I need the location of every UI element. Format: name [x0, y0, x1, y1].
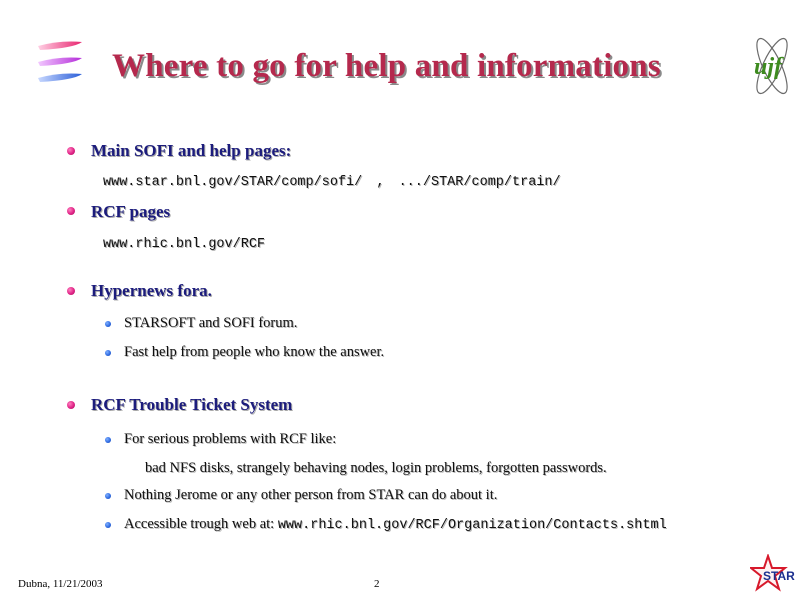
- ticket-sub-text: bad NFS disks, strangely behaving nodes, login problems, forgotten passwords.: [145, 460, 607, 476]
- section-bullet-icon: [67, 147, 75, 155]
- sofi-url-line: [103, 175, 561, 190]
- sofi-link[interactable]: www.star.bnl.gov/STAR/comp/sofi/: [103, 175, 363, 190]
- section-heading-rcf: RCF pages: [91, 202, 171, 221]
- sub-bullet-icon: [105, 437, 111, 443]
- hypernews-item-1: STARSOFT and SOFI forum.: [124, 315, 298, 331]
- section-heading-hypernews: Hypernews fora.: [91, 281, 212, 300]
- ticket-item-2: Nothing Jerome or any other person from STAR can do about it.: [124, 487, 498, 503]
- contacts-link[interactable]: www.rhic.bnl.gov/RCF/Organization/Contacts.shtml: [277, 518, 667, 533]
- section-heading-ticket: RCF Trouble Ticket System: [91, 395, 293, 414]
- section-bullet-icon: [67, 207, 75, 215]
- hypernews-item-2: Fast help from people who know the answer.: [124, 344, 385, 360]
- star-logo-icon: [750, 554, 796, 594]
- stripes-logo-icon: [34, 38, 86, 90]
- sub-bullet-icon: [105, 321, 111, 327]
- url-separator: ,: [376, 175, 385, 190]
- page-title: Where to go for help and informations: [112, 48, 661, 84]
- star-logo-text: STAR: [763, 569, 795, 583]
- sub-bullet-icon: [105, 350, 111, 356]
- ticket-item-1: For serious problems with RCF like:: [124, 431, 337, 447]
- train-link[interactable]: .../STAR/comp/train/: [398, 175, 561, 190]
- sub-bullet-icon: [105, 493, 111, 499]
- ujf-logo-icon: [748, 32, 796, 102]
- page-number: 2: [374, 578, 380, 590]
- section-bullet-icon: [67, 401, 75, 409]
- web-prefix: Accessible trough web at:: [124, 516, 275, 532]
- section-heading-sofi: Main SOFI and help pages:: [91, 141, 292, 160]
- sub-bullet-icon: [105, 522, 111, 528]
- ticket-item-3: [124, 516, 667, 533]
- rcf-link[interactable]: www.rhic.bnl.gov/RCF: [103, 237, 266, 252]
- section-bullet-icon: [67, 287, 75, 295]
- ujf-logo-text: ujf: [754, 54, 783, 80]
- footer-date: Dubna, 11/21/2003: [18, 578, 103, 590]
